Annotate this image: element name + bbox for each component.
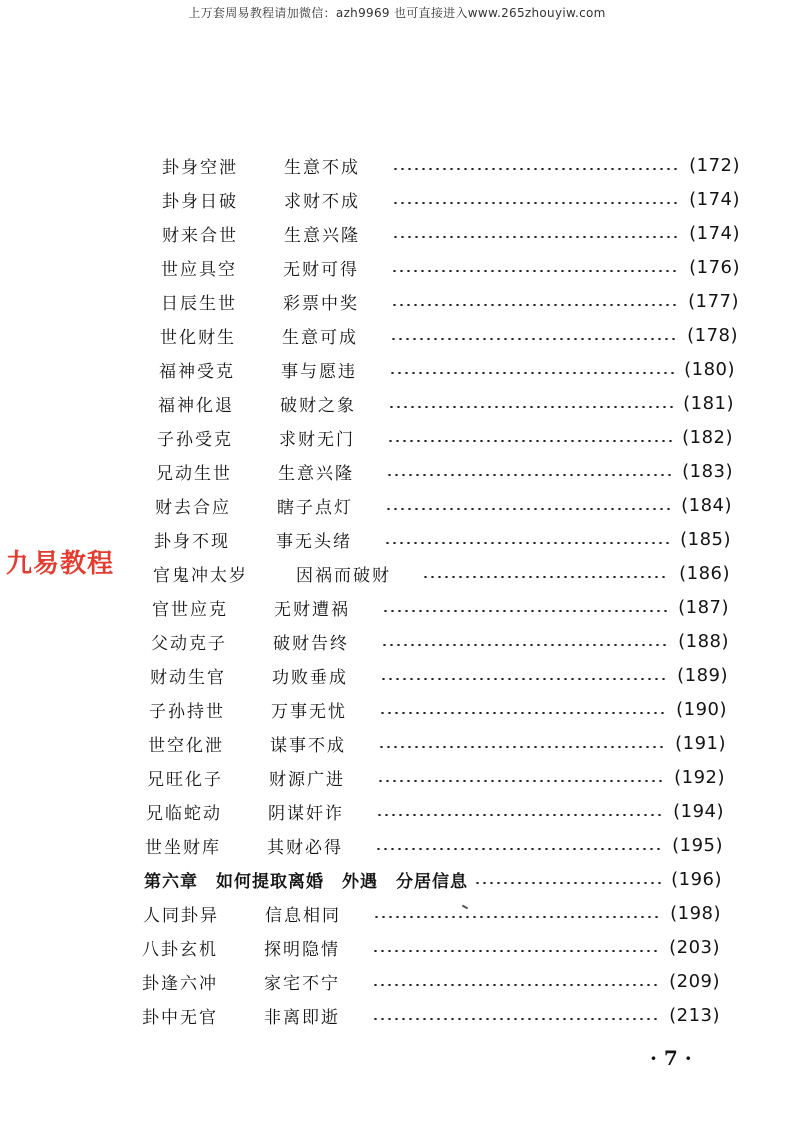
toc-entry-topic: 财来合世: [162, 225, 238, 246]
toc-entry: [154, 524, 731, 554]
toc-entry-page: (189): [677, 664, 728, 686]
toc-entry-subtitle: 求财无门: [279, 429, 355, 450]
toc-entry-subtitle: 事与愿违: [281, 361, 357, 382]
leader-dots: [375, 848, 662, 850]
toc-entry-topic: 卦逢六冲: [142, 973, 218, 994]
leader-dots: [387, 440, 672, 442]
toc-entry-subtitle: 生意兴隆: [284, 225, 360, 246]
toc-entry: [156, 456, 733, 486]
toc-entry-page: (181): [683, 392, 734, 414]
toc-entry-subtitle: 阴谋奸诈: [268, 803, 344, 824]
toc-entry-subtitle: 瞎子点灯: [277, 497, 353, 518]
toc-entry: [157, 422, 733, 452]
toc-entry-subtitle: 功败垂成: [272, 667, 348, 688]
leader-dots: [392, 236, 679, 238]
toc-entry-page: (174): [689, 222, 740, 244]
leader-dots: [380, 678, 667, 680]
toc-entry: [142, 1000, 720, 1030]
toc-entry-topic: 兄动生世: [156, 463, 232, 484]
toc-entry-topic: 福神受克: [159, 361, 235, 382]
leader-dots: [388, 406, 673, 408]
toc-entry-subtitle: 生意可成: [282, 327, 358, 348]
toc-entry: [159, 354, 735, 384]
toc-entry-subtitle: 非离即逝: [264, 1007, 340, 1028]
toc-entry: [146, 796, 724, 826]
toc-entry-topic: 子孙受克: [157, 429, 233, 450]
toc-entry: [162, 150, 740, 180]
top-banner: 上万套周易教程请加微信：azh9969 也可直接进入www.265zhouyiw.com: [188, 6, 606, 20]
toc-entry-topic: 子孙持世: [149, 701, 225, 722]
toc-entry-page: (178): [687, 324, 738, 346]
toc-entry: [145, 830, 723, 860]
toc-entry-page: (203): [669, 936, 720, 958]
toc-entry-page: (183): [682, 460, 733, 482]
leader-dots: [373, 916, 660, 918]
toc-entry-topic: 世化财生: [160, 327, 236, 348]
leader-dots: [385, 508, 671, 510]
toc-entry-page: (195): [672, 834, 723, 856]
toc-entry-page: (194): [673, 800, 724, 822]
toc-entry: [151, 626, 729, 656]
toc-entry-subtitle: 生意兴隆: [278, 463, 354, 484]
leader-dots: [372, 984, 659, 986]
toc-entry-subtitle: 万事无忧: [271, 701, 347, 722]
leader-dots: [422, 576, 669, 578]
toc-entry-page: (186): [679, 562, 730, 584]
toc-entry-topic: 官鬼冲太岁: [153, 565, 248, 586]
toc-entry-subtitle: 无财遭祸: [274, 599, 350, 620]
toc-entry-subtitle: 破财之象: [280, 395, 356, 416]
toc-entry: [161, 252, 740, 282]
leader-dots: [391, 304, 678, 306]
toc-entry-page: (184): [681, 494, 732, 516]
toc-entry-page: (187): [678, 596, 729, 618]
leader-dots: [392, 168, 679, 170]
toc-entry-page: (191): [675, 732, 726, 754]
toc-entry-topic: 八卦玄机: [142, 939, 218, 960]
chapter-title: 第六章 如何提取离婚 外遇 分居信息: [144, 871, 468, 892]
toc-entry-topic: 卦身日破: [162, 191, 238, 212]
toc-entry-topic: 世坐财库: [145, 837, 221, 858]
toc-entry-subtitle: 信息相同: [265, 905, 341, 926]
leader-dots: [391, 270, 679, 272]
toc-entry-topic: 卦中无官: [142, 1007, 218, 1028]
toc-entry-page: (176): [689, 256, 740, 278]
watermark-logo: 九易教程: [6, 549, 115, 579]
toc-entry: [155, 490, 732, 520]
toc-entry-topic: 财动生官: [150, 667, 226, 688]
toc-entry-topic: 人同卦异: [143, 905, 219, 926]
toc-entry-subtitle: 家宅不宁: [264, 973, 340, 994]
toc-entry-topic: 福神化退: [158, 395, 234, 416]
leader-dots: [474, 882, 661, 884]
toc-entry-subtitle: 彩票中奖: [283, 293, 359, 314]
toc-entry-topic: 父动克子: [151, 633, 227, 654]
toc-entry: [142, 932, 720, 962]
toc-entry-page: (190): [676, 698, 727, 720]
toc-entry-page: (182): [682, 426, 733, 448]
toc-entry-page: (188): [678, 630, 729, 652]
toc-entry-page: (213): [669, 1004, 720, 1026]
toc-entry-topic: 官世应克: [152, 599, 228, 620]
leader-dots: [376, 814, 663, 816]
toc-entry-page: (185): [680, 528, 731, 550]
toc-entry-topic: 卦身空泄: [162, 157, 238, 178]
toc-entry-page: (192): [674, 766, 725, 788]
toc-entry-page: (177): [688, 290, 739, 312]
toc-entry-subtitle: 其财必得: [267, 837, 343, 858]
toc-entry-subtitle: 生意不成: [284, 157, 360, 178]
toc-entry: [147, 762, 725, 792]
toc-entry: [153, 558, 730, 588]
toc-entry-topic: 财去合应: [155, 497, 231, 518]
toc-entry: [162, 218, 740, 248]
leader-dots: [386, 474, 672, 476]
leader-dots: [389, 372, 674, 374]
toc-entry-page: (198): [670, 902, 721, 924]
leader-dots: [382, 610, 668, 612]
page-number: · 7 ·: [650, 1046, 692, 1070]
toc-entry-subtitle: 事无头绪: [276, 531, 352, 552]
leader-dots: [379, 712, 666, 714]
toc-entry-subtitle: 财源广进: [269, 769, 345, 790]
toc-entry: [161, 286, 739, 316]
leader-dots: [384, 542, 670, 544]
toc-entry-page: (209): [669, 970, 720, 992]
toc-entry-page: (172): [689, 154, 740, 176]
chapter-page: (196): [671, 868, 722, 890]
toc-entry-subtitle: 探明隐情: [264, 939, 340, 960]
leader-dots: [377, 780, 664, 782]
toc-entry: [152, 592, 729, 622]
toc-entry-topic: 世空化泄: [148, 735, 224, 756]
chapter-heading: [144, 864, 722, 894]
toc-entry-subtitle: 求财不成: [284, 191, 360, 212]
toc-entry-topic: 兄临蛇动: [146, 803, 222, 824]
toc-entry: [158, 388, 734, 418]
leader-dots: [381, 644, 668, 646]
leader-dots: [372, 950, 659, 952]
toc-entry-subtitle: 谋事不成: [270, 735, 346, 756]
toc-entry: [143, 898, 721, 928]
toc-entry-topic: 兄旺化子: [147, 769, 223, 790]
toc-entry: [142, 966, 720, 996]
toc-entry: [149, 694, 727, 724]
leader-dots: [390, 338, 677, 340]
leader-dots: [372, 1018, 659, 1020]
leader-dots: [392, 202, 679, 204]
toc-entry-topic: 卦身不现: [154, 531, 230, 552]
toc-entry-page: (174): [689, 188, 740, 210]
toc-entry-page: (180): [684, 358, 735, 380]
toc-entry-subtitle: 无财可得: [283, 259, 359, 280]
toc-entry-topic: 世应具空: [161, 259, 237, 280]
toc-entry: [162, 184, 740, 214]
toc-entry: [160, 320, 738, 350]
toc-entry-subtitle: 因祸而破财: [296, 565, 391, 586]
leader-dots: [378, 746, 665, 748]
toc-entry-subtitle: 破财告终: [273, 633, 349, 654]
toc-entry-topic: 日辰生世: [161, 293, 237, 314]
toc-entry: [150, 660, 728, 690]
toc-entry: [148, 728, 726, 758]
